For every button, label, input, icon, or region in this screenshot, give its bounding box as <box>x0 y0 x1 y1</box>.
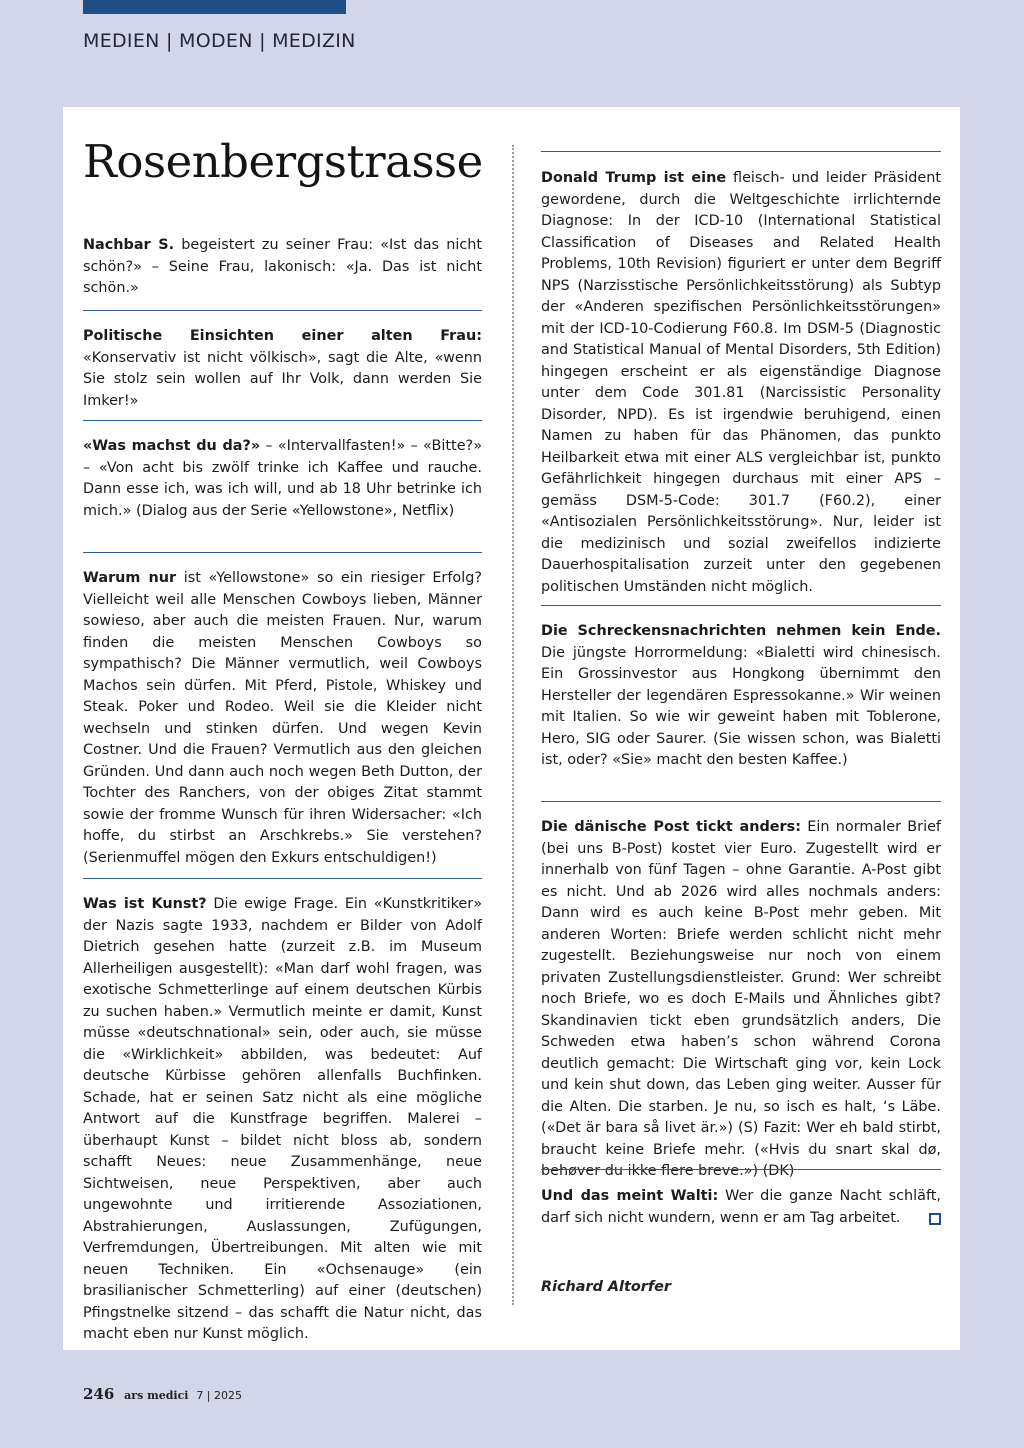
separator-rule <box>83 552 482 553</box>
item-text: begeistert zu seiner Frau: «Ist das nicht schön?» – Seine Frau, lakonisch: «Ja. Das ist nicht schön.» <box>83 237 482 296</box>
separator-rule <box>541 605 941 606</box>
separator-rule <box>83 310 482 311</box>
page-footer <box>83 1385 242 1403</box>
item-was-ist-kunst <box>83 894 482 1346</box>
separator-rule <box>541 1169 941 1170</box>
item-nachbar <box>83 235 482 300</box>
column-divider <box>512 145 514 1305</box>
item-lead: Nachbar S. <box>83 237 175 253</box>
item-lead: Die Schreckensnachrichten nehmen kein Ende. <box>541 623 941 639</box>
item-text: «Konservativ ist nicht völkisch», sagt die Alte, «wenn Sie stolz sein wollen auf Ihr Volk, dann werden Sie Imker!» <box>83 349 482 409</box>
item-text: Ein normaler Brief (bei uns B-Post) kostet vier Euro. Zugestellt wird er innerhalb von fünf Tagen – ohne Garantie. A-Post gibt es nicht. Und ab 2026 wird alles nochmals anders: Dann wird es auch keine B-Post mehr geben. Mit anderen Worten: Briefe werden schlicht nicht mehr zugestellt. Beziehungsweise nur noch von einem privaten Zustellungsdienstleister. Grund: Wer schreibt noch Briefe, wo es doch E-Mails und Ähnliches gibt? Skandinavien tickt eben grundsätzlich anders, Die Schweden etwa haben’s schon während Corona deutlich gemacht: Die Wirtschaft ging vor, kein Lock und kein shut down, das Leben ging weiter. Ausser für die Alten. Die starben. Je nu, so isch es halt, ‘s Läbe. («Det är bara så livet är.») (S) Fazit: Wer eh bald stirbt, braucht keine Briefe mehr. («Hvis du snart skal dø, behøver du ikke flere breve.») (DK) <box>541 819 941 1179</box>
item-text: ist «Yellowstone» so ein riesiger Erfolg? Vielleicht weil alle Menschen Cowboys lieben, Männer sowieso, aber auch die meisten Frauen. Nur, warum finden die meisten Menschen Cowboys so sympathisch? Die Männer vermutlich, weil Cowboys Machos sein dürfen. Mit Pferd, Pistole, Whiskey und Steak. Poker und Rodeo. Weil sie die Kleider nicht wechseln und stinken dürfen. Und wegen Kevin Costner. Und die Frauen? Vermutlich aus den gleichen Gründen. Und dann auch noch wegen Beth Dutton, der Tochter des Ranchers, von der obiges Zitat stammt sowie der fromme Wunsch für ihren Widersacher: «Ich hoffe, du stirbst an Arschkrebs.» Sie verstehen? (Serienmuffel mögen den Exkurs entschuldigen!) <box>83 570 482 866</box>
item-text: Die ewige Frage. Ein «Kunstkritiker» der Nazis sagte 1933, nachdem er Bilder von Adolf Dietrich gesehen hatte (zurzeit z.B. im Museum Allerheiligen ausgestellt): «Man darf wohl fragen, was exotische Schmetterlinge auf einem deutschen Kürbis zu suchen haben.» Vermutlich meinte er damit, Kunst müsse «deutschnational» sein, oder auch, sie müsse die «Wirklichkeit» abbilden, was bedeutet: Auf deutsche Kürbisse gehören allenfalls Buchfinken. Schade, hat er seinen Satz nicht als eine mögliche Antwort auf die Kunstfrage begriffen. Malerei – überhaupt Kunst – bildet nicht bloss ab, sondern schafft Neues: neue Zusammenhänge, neue Sichtweisen, neue Perspektiven, aber auch ungewohnte und irritierende Assoziationen, Abstrahierungen, Auslassungen, Zufügungen, Verfremdungen, Übertreibungen. Mit alten wie mit neuen Techniken. Ein «Ochsenauge» (ein brasilianischer Schmetterling) auf einer (deutschen) Pfingstnelke sitzend – das schafft die Natur nicht, das macht eben nur Kunst möglich. <box>83 896 482 1342</box>
item-donald-trump <box>541 168 941 598</box>
author-name: Richard Altorfer <box>541 1279 671 1295</box>
item-schreckensnachrichten <box>541 621 941 772</box>
item-lead: Donald Trump ist eine <box>541 170 727 186</box>
article-title: Rosenbergstrasse <box>83 135 483 188</box>
separator-rule <box>541 151 941 152</box>
item-warum-nur <box>83 568 482 869</box>
item-politische-einsichten <box>83 326 482 412</box>
separator-rule <box>541 801 941 802</box>
item-daenische-post <box>541 817 941 1183</box>
top-accent-bar <box>83 0 346 14</box>
item-lead: «Was machst du da?» <box>83 438 261 454</box>
item-lead: Was ist Kunst? <box>83 896 207 912</box>
item-lead: Warum nur <box>83 570 177 586</box>
section-header: MEDIEN | MODEN | MEDIZIN <box>83 30 356 52</box>
item-lead: Und das meint Walti: <box>541 1188 719 1204</box>
item-text: – «Intervallfasten!» – «Bitte?» – «Von acht bis zwölf trinke ich Kaffee und rauche. Dann esse ich, was ich will, und ab 18 Uhr betrinke ich mich.» (Dialog aus der Serie «Yellowstone», Netflix) <box>83 438 482 519</box>
item-was-machst-du <box>83 436 482 522</box>
journal-name: ars medici <box>124 1389 189 1402</box>
item-lead: Die dänische Post tickt anders: <box>541 819 801 835</box>
item-text: fleisch- und leider Präsident gewordene, durch die Weltgeschichte irrlichternde Diagnose: In der ICD-10 (International Statistical Classification of Diseases and Related Health Problems, 10th Revision) figuriert er unter dem Begriff NPS (Narzisstische Persönlichkeitsstörung) als Subtyp der «Anderen spezifischen Persönlichkeitsstörungen» mit der ICD-10-Codierung F60.8. Im DSM-5 (Diagnostic and Statistical Manual of Mental Disorders, 5th Edition) hingegen erscheint er als eigenständige Diagnose unter dem Code 301.81 (Narcissistic Personality Disorder, NPD). Es ist irgendwie beruhigend, einen Namen zu haben für das Phänomen, das punkto Heilbarkeit etwa mit einer ALS vergleichbar ist, punkto Gefährlichkeit hingegen durchaus mit einer APS – gemäss DSM-5-Code: 301.7 (F60.2), einer «Antisozialen Persönlichkeitsstörung». Nur, leider ist die medizinisch und sozial zweifellos indizierte Dauerhospitalisation zurzeit unter den gegebenen politischen Umständen nicht möglich. <box>541 170 941 595</box>
item-walti <box>541 1186 941 1229</box>
item-lead: Politische Einsichten einer alten Frau: <box>83 328 482 344</box>
separator-rule <box>83 420 482 421</box>
item-text: Die jüngste Horrormeldung: «Bialetti wird chinesisch. Ein Grossinvestor aus Hongkong übernimmt den Hersteller der legendären Espressokanne.» Wir weinen mit Italien. So wie wir geweint haben mit Toblerone, Hero, SIG oder Saurer. (Sie wissen schon, was Bialetti ist, oder? «Sie» macht den besten Kaffee.) <box>541 644 941 768</box>
item-text: Wer die ganze Nacht schläft, darf sich nicht wundern, wenn er am Tag arbeitet. <box>541 1188 941 1226</box>
article-card <box>63 107 960 1350</box>
separator-rule <box>83 878 482 879</box>
page-number: 246 <box>83 1385 115 1403</box>
end-mark-square-icon <box>929 1213 941 1225</box>
issue-number: 7 | 2025 <box>196 1389 243 1402</box>
